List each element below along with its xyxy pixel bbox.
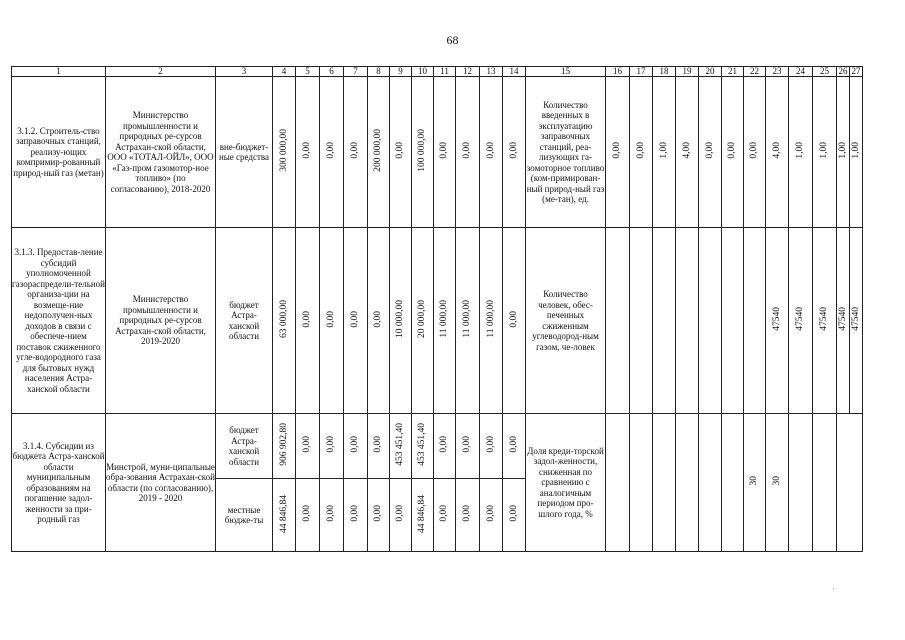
- header-cell: 8: [368, 67, 390, 77]
- target-cell: [722, 414, 744, 552]
- value-cell: 0,00: [390, 479, 412, 552]
- value-cell: 906 902,80: [273, 414, 296, 479]
- header-cell: 15: [526, 67, 606, 77]
- header-row: [12, 67, 863, 77]
- executor-cell: Министерство промышленности и природных ре-сурсов Астрахан-ской области, ООО «ТОТАЛ-ОЙЛ», ООО «Газ-пром газомотор-ное топливо» (по согласованию), 2018-2020: [106, 77, 216, 228]
- value-cell: 44 846,84: [412, 479, 434, 552]
- header-cell: 4: [273, 67, 296, 77]
- executor-cell: Минстрой, муни-ципальные обра-зования Астрахан-ской области (по согласованию), 2019 - 2020: [106, 414, 216, 552]
- value-cell: 0,00: [296, 228, 320, 414]
- measure-name: 3.1.2. Строитель-ство заправочных станций, реализу-ющих компримир-рованный природ-ный газ (метан): [12, 77, 106, 228]
- value-cell: 0,00: [368, 228, 390, 414]
- target-cell: 1,00: [837, 77, 850, 228]
- header-cell: 6: [320, 67, 344, 77]
- funding-source: бюджет Астра-ханской области: [216, 228, 273, 414]
- page-number: 68: [446, 33, 459, 47]
- measure-name: 3.1.4. Субсидии из бюджета Астра-ханской области муниципальным образованиям на погашение задол-женности за при-родный газ: [12, 414, 106, 552]
- header-cell: 12: [456, 67, 480, 77]
- header-cell: 19: [676, 67, 699, 77]
- target-cell: 4,00: [766, 77, 789, 228]
- target-cell: [676, 228, 699, 414]
- header-cell: 16: [606, 67, 630, 77]
- value-cell: 0,00: [344, 479, 368, 552]
- value-cell: 11 000,00: [456, 228, 480, 414]
- funding-source: местные бюдже-ты: [216, 479, 273, 552]
- target-cell: [606, 414, 630, 552]
- target-cell: [813, 414, 837, 552]
- header-cell: 26: [838, 66, 848, 76]
- value-cell: 0,00: [434, 479, 456, 552]
- header-cell: 5: [296, 67, 320, 77]
- indicator-cell: Количество введенных в эксплуатацию заправочных станций, реа-лизующих га-зомоторное топливо (ком-примирован-ный природ-ный газ (ме-тан), ед.: [526, 77, 606, 228]
- header-cell: 21: [722, 67, 744, 77]
- target-cell: 0,00: [606, 77, 630, 228]
- header-cell: 25: [813, 67, 837, 77]
- funding-source: бюджет Астра-ханской области: [216, 414, 273, 479]
- target-cell: [653, 228, 676, 414]
- value-cell: 20 000,00: [412, 228, 434, 414]
- header-cell: 2: [106, 67, 216, 77]
- header-cell: 10: [412, 67, 434, 77]
- header-cell: 1: [12, 67, 106, 77]
- indicator-cell: Количество человек, обес-печенных сжиженным углеводород-ным газом, че-ловек: [526, 228, 606, 414]
- header-cell: 13: [480, 67, 503, 77]
- target-cell: [676, 414, 699, 552]
- header-cell: 3: [216, 67, 273, 77]
- value-cell: 0,00: [368, 479, 390, 552]
- value-cell: 0,00: [296, 77, 320, 228]
- target-cell: 0,00: [630, 77, 653, 228]
- value-cell: 0,00: [503, 77, 526, 228]
- value-cell: 0,00: [480, 414, 503, 479]
- value-cell: 200 000,00: [368, 77, 390, 228]
- header-cell: 23: [766, 67, 789, 77]
- value-cell: 0,00: [320, 77, 344, 228]
- value-cell: 0,00: [456, 479, 480, 552]
- executor-cell: Министерство промышленности и природных ре-сурсов Астрахан-ской области, 2019-2020: [106, 228, 216, 414]
- measure-name: 3.1.3. Предостав-ление субсидий уполномоченной газораспредели-тельной организа-ции на возмеще-ние недополучен-ных доходов в связи с обеспече-нием поставок сжиженного угле-водородного газа для бытовых нужд населения Астра-ханской области: [12, 228, 106, 414]
- value-cell: 0,00: [320, 414, 344, 479]
- target-cell: 0,00: [722, 77, 744, 228]
- value-cell: 0,00: [503, 228, 526, 414]
- target-cell: 0,00: [744, 77, 766, 228]
- target-cell: 47540: [837, 228, 850, 414]
- header-cell: 27: [851, 66, 861, 76]
- header-cell: 14: [503, 67, 526, 77]
- target-cell: [699, 414, 722, 552]
- header-cell: 20: [699, 67, 722, 77]
- table-row: [12, 77, 863, 228]
- value-cell: 11 000,00: [480, 228, 503, 414]
- header-cell: 11: [434, 67, 456, 77]
- value-cell: 0,00: [434, 414, 456, 479]
- target-cell: [699, 228, 722, 414]
- target-cell: 47540: [789, 228, 813, 414]
- target-cell: [653, 414, 676, 552]
- value-cell: 0,00: [456, 77, 480, 228]
- value-cell: 0,00: [434, 77, 456, 228]
- table-row: [12, 414, 863, 479]
- target-cell: 30: [744, 414, 766, 552]
- value-cell: 0,00: [320, 228, 344, 414]
- target-cell: 1,00: [789, 77, 813, 228]
- value-cell: 100 000,00: [412, 77, 434, 228]
- header-cell: 17: [630, 67, 653, 77]
- value-cell: 44 846,84: [273, 479, 296, 552]
- value-cell: 0,00: [296, 414, 320, 479]
- value-cell: 0,00: [503, 479, 526, 552]
- target-cell: [744, 228, 766, 414]
- value-cell: 0,00: [390, 77, 412, 228]
- value-cell: 63 000,00: [273, 228, 296, 414]
- target-cell: [630, 414, 653, 552]
- header-cell: 9: [390, 67, 412, 77]
- target-cell: [837, 414, 863, 552]
- target-cell: 30: [766, 414, 789, 552]
- target-cell: 47540: [766, 228, 789, 414]
- target-cell: [606, 228, 630, 414]
- value-cell: 453 451,40: [412, 414, 434, 479]
- scan-dot: ·: [832, 585, 835, 594]
- target-cell: 1,00: [850, 77, 863, 228]
- value-cell: 0,00: [344, 77, 368, 228]
- value-cell: 0,00: [456, 414, 480, 479]
- target-cell: 0,00: [699, 77, 722, 228]
- table-row: [12, 228, 863, 414]
- target-cell: 47540: [850, 228, 863, 414]
- program-table: [11, 66, 863, 552]
- header-cell: 22: [744, 67, 766, 77]
- value-cell: 0,00: [344, 228, 368, 414]
- target-cell: 4,00: [676, 77, 699, 228]
- value-cell: 0,00: [368, 414, 390, 479]
- target-cell: 47540: [813, 228, 837, 414]
- value-cell: 0,00: [344, 414, 368, 479]
- target-cell: 1,00: [653, 77, 676, 228]
- header-cell: 24: [789, 67, 813, 77]
- value-cell: 11 000,00: [434, 228, 456, 414]
- target-cell: [630, 228, 653, 414]
- target-cell: [722, 228, 744, 414]
- value-cell: 0,00: [320, 479, 344, 552]
- funding-source: вне-бюджет-ные средства: [216, 77, 273, 228]
- value-cell: 0,00: [296, 479, 320, 552]
- indicator-cell: Доля креди-торской задол-женности, сниженная по сравнению с аналогичным периодом про-шлого года, %: [526, 414, 606, 552]
- value-cell: 10 000,00: [390, 228, 412, 414]
- target-cell: [789, 414, 813, 552]
- header-cell: 18: [653, 67, 676, 77]
- value-cell: 0,00: [480, 479, 503, 552]
- target-cell: 1,00: [813, 77, 837, 228]
- header-cell: 7: [344, 67, 368, 77]
- value-cell: 0,00: [503, 414, 526, 479]
- value-cell: 0,00: [480, 77, 503, 228]
- value-cell: 300 000,00: [273, 77, 296, 228]
- value-cell: 453 451,40: [390, 414, 412, 479]
